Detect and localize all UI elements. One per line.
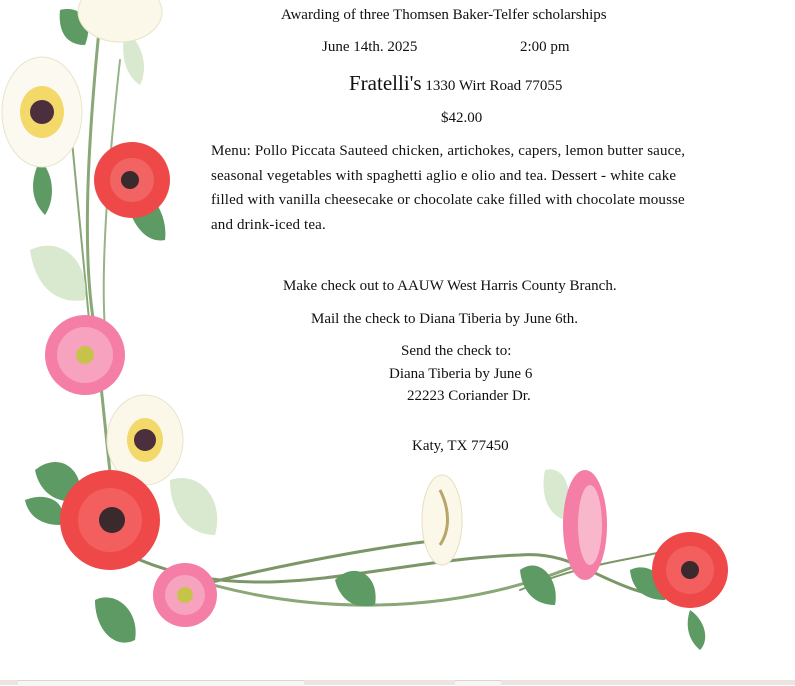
send-to-label: Send the check to: (401, 343, 512, 359)
bottom-edge-bar (0, 680, 795, 685)
mail-deadline-note: Mail the check to Diana Tiberia by June 6th. (311, 311, 579, 327)
event-title: Awarding of three Thomsen Baker-Telfer scholarships (281, 7, 607, 23)
event-date: June 14th. 2025 (322, 39, 418, 55)
recipient-street: 22223 Coriander Dr. (407, 388, 531, 404)
check-payable-note: Make check out to AAUW West Harris County Branch. (283, 278, 617, 294)
event-time: 2:00 pm (520, 39, 570, 55)
bottom-bar-segment (455, 680, 501, 686)
venue-name: Fratelli's (349, 71, 422, 95)
venue-line (349, 72, 562, 97)
recipient-name: Diana Tiberia by June 6 (389, 366, 533, 382)
menu-description: Menu: Pollo Piccata Sauteed chicken, artichokes, capers, lemon butter sauce, seasonal vegetables with spaghetti aglio e olio and tea. Dessert - white cake filled with vanilla cheesecake or chocolate cake filled with chocolate mousse and drink-iced tea. (211, 143, 686, 233)
event-price: $42.00 (441, 110, 483, 126)
venue-address: 1330 Wirt Road 77055 (425, 78, 563, 94)
bottom-bar-segment (18, 680, 304, 686)
recipient-city: Katy, TX 77450 (412, 438, 509, 454)
